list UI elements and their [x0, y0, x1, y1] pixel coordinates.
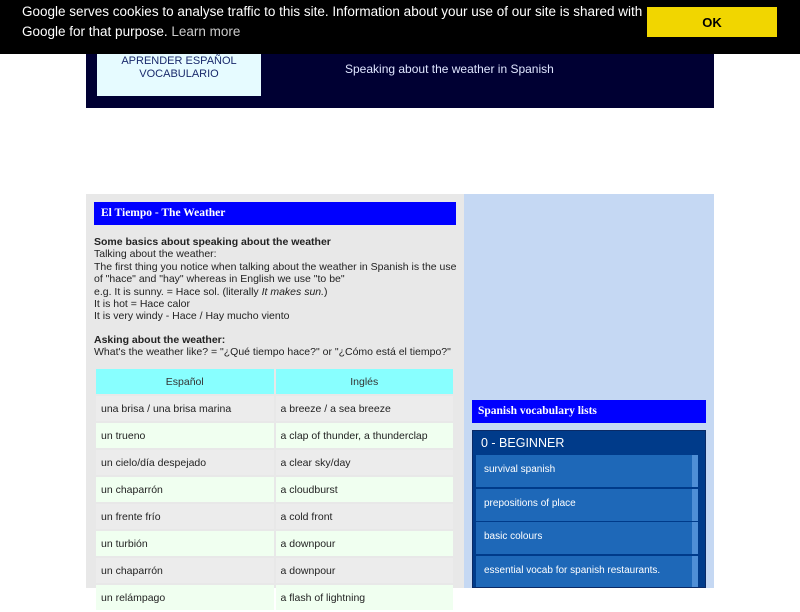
cell-spanish: un cielo/día despejado — [96, 450, 274, 475]
cell-spanish: un chaparrón — [96, 558, 274, 583]
vocab-list-link[interactable]: essential vocab for spanish restaurants. — [476, 556, 698, 588]
intro-line-5: It is very windy - Hace / Hay mucho viento — [94, 310, 290, 323]
intro-line-4: It is hot = Hace calor — [94, 298, 191, 311]
sidebar-title: Spanish vocabulary lists — [472, 400, 706, 423]
intro-line-1: Talking about the weather: — [94, 248, 217, 261]
column-header-spanish: Español — [96, 369, 274, 394]
cell-spanish: un relámpago — [96, 585, 274, 610]
vocab-table — [94, 367, 455, 612]
intro-text — [94, 236, 460, 359]
intro-line-3-italic: It makes sun. — [261, 285, 325, 298]
asking-heading: Asking about the weather: — [94, 333, 226, 346]
intro-line-3 — [94, 286, 460, 298]
cookie-ok-button[interactable]: OK — [647, 7, 777, 37]
vocab-list-link[interactable]: basic colours — [476, 522, 698, 554]
cell-english: a cold front — [276, 504, 454, 529]
cell-english: a downpour — [276, 531, 454, 556]
cookie-message — [22, 2, 652, 42]
intro-line-2: The first thing you notice when talking about the weather in Spanish is the use of "hace" and "hay" whereas in English we use "to be" — [94, 260, 457, 286]
cell-english: a downpour — [276, 558, 454, 583]
table-row — [96, 558, 453, 583]
cell-spanish: un trueno — [96, 423, 274, 448]
vocab-list-link[interactable]: prepositions of place — [476, 489, 698, 521]
table-row — [96, 504, 453, 529]
logo-line-1: APRENDER ESPAÑOL — [121, 55, 237, 67]
asking-text: What's the weather like? = "¿Qué tiempo hace?" or "¿Cómo está el tiempo?" — [94, 346, 451, 359]
intro-heading: Some basics about speaking about the weather — [94, 236, 331, 248]
cell-spanish: un turbión — [96, 531, 274, 556]
table-row — [96, 396, 453, 421]
cell-spanish: un frente frío — [96, 504, 274, 529]
table-row — [96, 477, 453, 502]
table-row — [96, 531, 453, 556]
cookie-banner — [0, 0, 800, 54]
section-title: El Tiempo - The Weather — [94, 202, 456, 225]
column-header-english: Inglés — [276, 369, 454, 394]
cell-english: a breeze / a sea breeze — [276, 396, 454, 421]
vocab-list-link[interactable]: survival spanish — [476, 455, 698, 487]
table-header-row — [96, 369, 453, 394]
cell-spanish: un chaparrón — [96, 477, 274, 502]
level-title[interactable]: 0 - BEGINNER — [481, 436, 565, 450]
cell-english: a clear sky/day — [276, 450, 454, 475]
level-panel-beginner — [472, 430, 706, 588]
cell-english: a clap of thunder, a thunderclap — [276, 423, 454, 448]
cell-english: a cloudburst — [276, 477, 454, 502]
sidebar — [464, 194, 714, 588]
intro-line-3-a: e.g. It is sunny. = Hace sol. (literally — [94, 285, 262, 298]
main-content — [86, 194, 464, 604]
page-tagline: Speaking about the weather in Spanish — [345, 62, 554, 76]
logo-line-2: VOCABULARIO — [139, 68, 219, 80]
table-row — [96, 450, 453, 475]
intro-line-3-c: ) — [324, 285, 328, 298]
cell-english: a flash of lightning — [276, 585, 454, 610]
cookie-text: Google serves cookies to analyse traffic to this site. Information about your use of our site is shared with Google for that purpose. — [22, 4, 643, 39]
table-row — [96, 585, 453, 610]
table-row — [96, 423, 453, 448]
cell-spanish: una brisa / una brisa marina — [96, 396, 274, 421]
learn-more-link[interactable]: Learn more — [171, 24, 241, 39]
